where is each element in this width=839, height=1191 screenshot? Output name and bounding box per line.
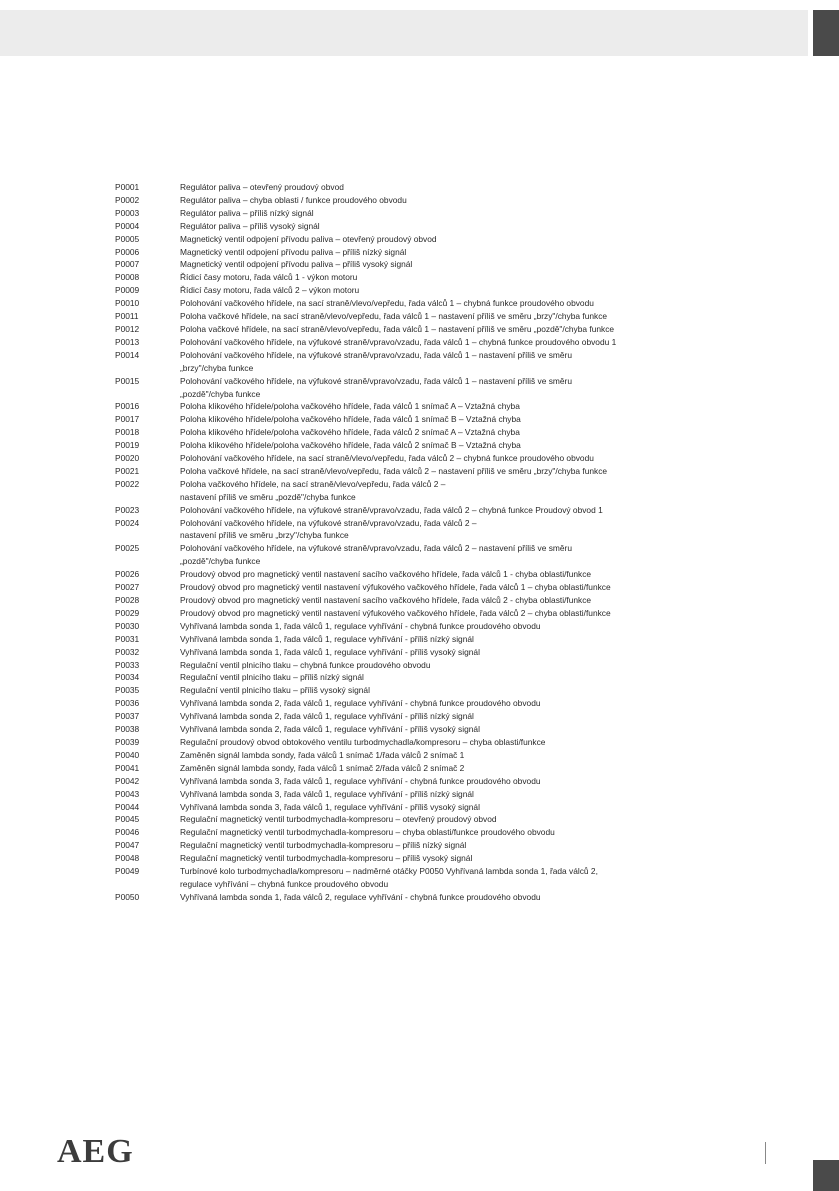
fault-description: Vyhřívaná lambda sonda 1, řada válců 2, regulace vyhřívání - chybná funkce proudového obvodu bbox=[180, 891, 541, 902]
fault-code: P0047 bbox=[115, 840, 140, 851]
fault-code: P0021 bbox=[115, 465, 140, 476]
fault-description: Vyhřívaná lambda sonda 3, řada válců 1, regulace vyhřívání - příliš vysoký signál bbox=[180, 801, 480, 812]
fault-code: P0020 bbox=[115, 453, 140, 464]
fault-description: Poloha klikového hřídele/poloha vačkového hřídele, řada válců 1 snímač A – Vztažná chyba bbox=[180, 401, 520, 412]
fault-code: P0029 bbox=[115, 607, 140, 618]
fault-code-row bbox=[115, 581, 735, 594]
fault-code-row bbox=[115, 671, 735, 684]
fault-description: Proudový obvod pro magnetický ventil nastavení výfukového vačkového hřídele, řada válců 2 – chyba oblasti/funkce bbox=[180, 607, 611, 618]
fault-code: P0007 bbox=[115, 259, 140, 270]
footer-divider bbox=[765, 1142, 766, 1164]
fault-description: Polohování vačkového hřídele, na výfukové straně/vpravo/vzadu, řada válců 2 – chybná funkce Proudový obvod 1 bbox=[180, 504, 603, 515]
fault-description: Polohování vačkového hřídele, na výfukové straně/vpravo/vzadu, řada válců 1 – chybná funkce proudového obvodu 1 bbox=[180, 336, 617, 347]
fault-code-row bbox=[115, 697, 735, 710]
fault-code-row bbox=[115, 826, 735, 839]
fault-code: P0037 bbox=[115, 711, 140, 722]
fault-code-row bbox=[115, 852, 735, 865]
fault-code: P0010 bbox=[115, 298, 140, 309]
fault-code-row bbox=[115, 465, 735, 478]
fault-code: P0050 bbox=[115, 891, 140, 902]
fault-code-row bbox=[115, 891, 735, 904]
fault-code-list bbox=[115, 181, 735, 904]
fault-code-row bbox=[115, 801, 735, 814]
fault-description: Zaměněn signál lambda sondy, řada válců 1 snímač 2/řada válců 2 snímač 2 bbox=[180, 762, 465, 773]
fault-code-row bbox=[115, 439, 735, 452]
fault-description: Regulátor paliva – příliš vysoký signál bbox=[180, 220, 320, 231]
fault-code: P0023 bbox=[115, 504, 140, 515]
fault-code-row bbox=[115, 375, 735, 401]
fault-code: P0014 bbox=[115, 349, 140, 360]
fault-code-row bbox=[115, 788, 735, 801]
fault-description: Regulační magnetický ventil turbodmychadla-kompresoru – příliš nízký signál bbox=[180, 840, 467, 851]
fault-code: P0028 bbox=[115, 595, 140, 605]
fault-code-row bbox=[115, 233, 735, 246]
fault-description: Proudový obvod pro magnetický ventil nastavení výfukového vačkového hřídele, řada válců 1 – chyba oblasti/funkce bbox=[180, 582, 611, 593]
fault-description: Polohování vačkového hřídele, na sací straně/vlevo/vepředu, řada válců 2 – chybná funkce proudového obvodu bbox=[180, 453, 594, 464]
fault-code-row bbox=[115, 568, 735, 581]
fault-description: Poloha vačkové hřídele, na sací straně/vlevo/vepředu, řada válců 2 – nastavení příliš ve směru „brzy"/chyba funkce bbox=[180, 465, 608, 476]
fault-code: P0013 bbox=[115, 336, 140, 347]
fault-code-row bbox=[115, 633, 735, 646]
fault-code-row bbox=[115, 839, 735, 852]
fault-code: P0015 bbox=[115, 375, 140, 386]
fault-code: P0040 bbox=[115, 749, 140, 760]
fault-description: Vyhřívaná lambda sonda 2, řada válců 1, regulace vyhřívání - příliš nízký signál bbox=[180, 711, 474, 722]
fault-description: Vyhřívaná lambda sonda 1, řada válců 1, regulace vyhřívání - příliš nízký signál bbox=[180, 633, 474, 644]
footer-tab-marker bbox=[813, 1160, 839, 1191]
fault-code-row bbox=[115, 400, 735, 413]
fault-code: P0022 bbox=[115, 478, 140, 489]
fault-code: P0048 bbox=[115, 853, 140, 864]
fault-code: P0044 bbox=[115, 801, 140, 812]
fault-description: Vyhřívaná lambda sonda 1, řada válců 1, regulace vyhřívání - chybná funkce proudového obvodu bbox=[180, 620, 541, 631]
fault-description: Regulační ventil plnicího tlaku – příliš vysoký signál bbox=[180, 685, 370, 696]
fault-code-row bbox=[115, 220, 735, 233]
fault-code: P0026 bbox=[115, 569, 140, 580]
fault-code: P0038 bbox=[115, 724, 140, 735]
fault-code-row bbox=[115, 865, 735, 891]
fault-code: P0027 bbox=[115, 582, 140, 593]
fault-description: Regulační magnetický ventil turbodmychadla-kompresoru – chyba oblasti/funkce proudového obvodu bbox=[180, 827, 555, 838]
fault-code: P0024 bbox=[115, 517, 140, 528]
fault-description: Poloha klikového hřídele/poloha vačkového hřídele, řada válců 1 snímač B – Vztažná chyba bbox=[180, 414, 521, 425]
fault-description: Polohování vačkového hřídele, na sací straně/vlevo/vepředu, řada válců 1 – chybná funkce proudového obvodu bbox=[180, 298, 594, 309]
fault-description: Polohování vačkového hřídele, na výfukové straně/vpravo/vzadu, řada válců 2 – nastavení příliš ve směru „pozdě"/chyba funkce bbox=[180, 543, 572, 567]
fault-description: Vyhřívaná lambda sonda 1, řada válců 1, regulace vyhřívání - příliš vysoký signál bbox=[180, 646, 480, 657]
fault-description: Proudový obvod pro magnetický ventil nastavení sacího vačkového hřídele, řada válců 2 - chyba oblasti/funkce bbox=[180, 595, 592, 605]
fault-code-row bbox=[115, 736, 735, 749]
fault-description: Polohování vačkového hřídele, na výfukové straně/vpravo/vzadu, řada válců 2 – nastavení příliš ve směru „brzy"/chyba funkce bbox=[180, 517, 477, 541]
fault-code-row bbox=[115, 323, 735, 336]
fault-code-row bbox=[115, 349, 735, 375]
fault-description: Poloha vačkové hřídele, na sací straně/vlevo/vepředu, řada válců 1 – nastavení příliš ve směru „pozdě"/chyba funkce bbox=[180, 323, 615, 334]
fault-code: P0042 bbox=[115, 775, 140, 786]
fault-code: P0009 bbox=[115, 285, 140, 296]
fault-code-row bbox=[115, 271, 735, 284]
fault-code: P0034 bbox=[115, 672, 140, 683]
header-bar bbox=[0, 10, 808, 56]
fault-description: Proudový obvod pro magnetický ventil nastavení sacího vačkového hřídele, řada válců 1 - chyba oblasti/funkce bbox=[180, 569, 592, 580]
fault-code-row bbox=[115, 478, 735, 504]
fault-code-row bbox=[115, 813, 735, 826]
fault-code: P0016 bbox=[115, 401, 140, 412]
fault-code: P0036 bbox=[115, 698, 140, 709]
fault-description: Vyhřívaná lambda sonda 3, řada válců 1, regulace vyhřívání - příliš nízký signál bbox=[180, 788, 474, 799]
fault-code: P0002 bbox=[115, 194, 140, 205]
fault-code: P0001 bbox=[115, 182, 140, 192]
fault-code: P0011 bbox=[115, 311, 139, 322]
fault-code-row bbox=[115, 207, 735, 220]
fault-description: Polohování vačkového hřídele, na výfukové straně/vpravo/vzadu, řada válců 1 – nastavení příliš ve směru „brzy"/chyba funkce bbox=[180, 349, 572, 373]
fault-description: Regulátor paliva – otevřený proudový obvod bbox=[180, 182, 344, 192]
fault-code-row bbox=[115, 297, 735, 310]
fault-code: P0004 bbox=[115, 220, 140, 231]
fault-code: P0032 bbox=[115, 646, 140, 657]
fault-code: P0025 bbox=[115, 543, 140, 554]
fault-description: Regulační ventil plnicího tlaku – příliš nízký signál bbox=[180, 672, 364, 683]
fault-description: Poloha klikového hřídele/poloha vačkového hřídele, řada válců 2 snímač A – Vztažná chyba bbox=[180, 427, 520, 438]
fault-description: Polohování vačkového hřídele, na výfukové straně/vpravo/vzadu, řada válců 1 – nastavení příliš ve směru „pozdě"/chyba funkce bbox=[180, 375, 572, 399]
fault-code-row bbox=[115, 310, 735, 323]
fault-code-row bbox=[115, 426, 735, 439]
fault-description: Poloha vačkového hřídele, na sací straně/vlevo/vepředu, řada válců 2 – nastavení příliš ve směru „pozdě"/chyba funkce bbox=[180, 478, 446, 502]
fault-description: Poloha klikového hřídele/poloha vačkového hřídele, řada válců 2 snímač B – Vztažná chyba bbox=[180, 440, 521, 451]
fault-description: Turbínové kolo turbodmychadla/kompresoru – nadměrné otáčky P0050 Vyhřívaná lambda sonda 1, řada válců 2, regulace vyhřívání – chybná funkce proudového obvodu bbox=[180, 866, 598, 889]
fault-code: P0046 bbox=[115, 827, 140, 838]
fault-code-row bbox=[115, 659, 735, 672]
fault-code-row bbox=[115, 258, 735, 271]
fault-code: P0043 bbox=[115, 788, 140, 799]
fault-code: P0003 bbox=[115, 207, 140, 218]
fault-code: P0017 bbox=[115, 414, 140, 425]
fault-code-row bbox=[115, 620, 735, 633]
fault-description: Vyhřívaná lambda sonda 3, řada válců 1, regulace vyhřívání - chybná funkce proudového obvodu bbox=[180, 775, 541, 786]
fault-code-row bbox=[115, 646, 735, 659]
header-tab-marker bbox=[813, 10, 839, 56]
fault-code: P0031 bbox=[115, 633, 140, 644]
fault-description: Regulační magnetický ventil turbodmychadla-kompresoru – otevřený proudový obvod bbox=[180, 814, 497, 825]
fault-code: P0041 bbox=[115, 762, 140, 773]
fault-description: Regulační proudový obvod obtokového ventilu turbodmychadla/kompresoru – chyba oblasti/funkce bbox=[180, 736, 546, 747]
fault-code: P0012 bbox=[115, 323, 140, 334]
fault-description: Řídicí časy motoru, řada válců 1 - výkon motoru bbox=[180, 272, 358, 283]
fault-code-row bbox=[115, 504, 735, 517]
fault-code-row bbox=[115, 542, 735, 568]
fault-code-row bbox=[115, 413, 735, 426]
fault-code-row bbox=[115, 775, 735, 788]
fault-code: P0019 bbox=[115, 440, 140, 451]
fault-code: P0008 bbox=[115, 272, 140, 283]
fault-description: Regulační ventil plnicího tlaku – chybná funkce proudového obvodu bbox=[180, 659, 431, 670]
fault-description: Regulátor paliva – příliš nízký signál bbox=[180, 207, 314, 218]
fault-code-row bbox=[115, 246, 735, 259]
fault-code-row bbox=[115, 607, 735, 620]
fault-description: Magnetický ventil odpojení přívodu paliva – otevřený proudový obvod bbox=[180, 233, 437, 244]
fault-code: P0030 bbox=[115, 620, 140, 631]
fault-code-row bbox=[115, 194, 735, 207]
fault-code-row bbox=[115, 284, 735, 297]
fault-code-row bbox=[115, 594, 735, 607]
fault-code: P0049 bbox=[115, 866, 140, 877]
fault-code-row bbox=[115, 517, 735, 543]
fault-description: Zaměněn signál lambda sondy, řada válců 1 snímač 1/řada válců 2 snímač 1 bbox=[180, 749, 465, 760]
fault-code: P0005 bbox=[115, 233, 140, 244]
fault-code-row bbox=[115, 710, 735, 723]
fault-description: Řídicí časy motoru, řada válců 2 – výkon motoru bbox=[180, 285, 360, 296]
fault-description: Vyhřívaná lambda sonda 2, řada válců 1, regulace vyhřívání - chybná funkce proudového obvodu bbox=[180, 698, 541, 709]
fault-code: P0018 bbox=[115, 427, 140, 438]
fault-description: Magnetický ventil odpojení přívodu paliva – příliš vysoký signál bbox=[180, 259, 413, 270]
fault-code-row bbox=[115, 749, 735, 762]
fault-code: P0039 bbox=[115, 736, 140, 747]
fault-code-row bbox=[115, 336, 735, 349]
fault-code-row bbox=[115, 762, 735, 775]
fault-code-row bbox=[115, 181, 735, 194]
fault-description: Magnetický ventil odpojení přívodu paliva – příliš nízký signál bbox=[180, 246, 407, 257]
fault-code-row bbox=[115, 684, 735, 697]
fault-code: P0045 bbox=[115, 814, 140, 825]
fault-description: Regulátor paliva – chyba oblasti / funkce proudového obvodu bbox=[180, 194, 407, 205]
fault-code-row bbox=[115, 452, 735, 465]
fault-description: Poloha vačkové hřídele, na sací straně/vlevo/vepředu, řada válců 1 – nastavení příliš ve směru „brzy"/chyba funkce bbox=[180, 311, 608, 322]
fault-code: P0006 bbox=[115, 246, 140, 257]
fault-code: P0035 bbox=[115, 685, 140, 696]
fault-description: Vyhřívaná lambda sonda 2, řada válců 1, regulace vyhřívání - příliš vysoký signál bbox=[180, 724, 480, 735]
fault-code: P0033 bbox=[115, 659, 140, 670]
fault-code-row bbox=[115, 723, 735, 736]
fault-description: Regulační magnetický ventil turbodmychadla-kompresoru – příliš vysoký signál bbox=[180, 853, 473, 864]
brand-logo: AEG bbox=[57, 1133, 134, 1170]
